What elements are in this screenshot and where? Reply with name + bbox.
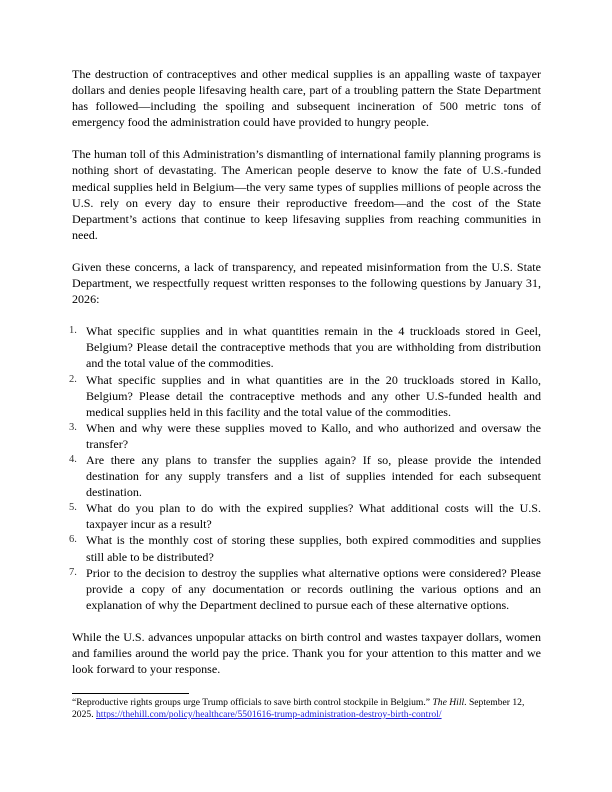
question-item: [69, 452, 541, 500]
footnote-link[interactable]: https://thehill.com/policy/healthcare/5501616-trump-administration-destroy-birth-control/: [96, 709, 442, 720]
question-text: When and why were these supplies moved to Kallo, and who authorized and oversaw the transfer?: [86, 420, 541, 451]
question-number: 4.: [69, 453, 77, 465]
footnote: [72, 697, 541, 721]
question-item: [69, 532, 541, 564]
paragraph-request: Given these concerns, a lack of transparency, and repeated misinformation from the U.S. State Department, we respectfully request written responses to the following questions by January 31, 2026:: [72, 259, 541, 307]
question-text: Prior to the decision to destroy the supplies what alternative options were considered? Please provide a copy of any documentation or records outlining the various options and an explanation of why the Department declined to pursue each of these alternative options.: [86, 565, 541, 612]
question-item: [69, 565, 541, 613]
footnote-quote: “Reproductive rights groups urge Trump officials to save birth control stockpile in Belgium.”: [72, 697, 431, 708]
question-number: 3.: [69, 421, 77, 433]
question-number: 1.: [69, 325, 77, 337]
question-text: What do you plan to do with the expired supplies? What additional costs will the U.S. taxpayer incur as a result?: [86, 501, 541, 532]
question-number: 7.: [69, 566, 77, 578]
question-number: 6.: [69, 534, 77, 546]
footnote-separator: [72, 693, 189, 694]
paragraph-destruction: The destruction of contraceptives and other medical supplies is an appalling waste of taxpayer dollars and denies people lifesaving health care, part of a troubling pattern the State Department has followed—including the spoiling and subsequent incineration of 500 metric tons of emergency food the administration could have provided to hungry people.: [72, 67, 541, 130]
question-number: 5.: [69, 502, 77, 514]
questions-list: [69, 323, 541, 613]
paragraph-human-toll: The human toll of this Administration’s dismantling of international family planning programs is nothing short of devastating. The American people deserve to know the fate of U.S.-funded medical supplies held in Belgium—the very same types of supplies millions of people across the U.S. rely on every day to ensure their reproductive freedom—and the cost of the State Department’s actions that continue to keep lifesaving supplies from reaching communities in need.: [72, 147, 541, 242]
question-number: 2.: [69, 373, 77, 385]
question-text: What specific supplies and in what quantities remain in the 4 truckloads stored in Geel, Belgium? Please detail the contraceptive methods that you are withholding from distribution and the total value of the commodities.: [86, 324, 541, 371]
question-item: [69, 372, 541, 420]
question-item: [69, 500, 541, 532]
question-text: Are there any plans to transfer the supplies again? If so, please provide the intended destination for any supply transfers and a list of supplies intended for each subsequent destination.: [86, 452, 541, 500]
question-item: [69, 323, 541, 371]
footnote-publication: The Hill: [432, 697, 465, 708]
letter-body: [69, 66, 541, 677]
question-item: [69, 420, 541, 452]
question-text: What is the monthly cost of storing these supplies, both expired commodities and supplies still able to be distributed?: [86, 533, 541, 564]
footnote-date: . September 12, 2025.: [72, 697, 525, 720]
paragraph-closing: While the U.S. advances unpopular attacks on birth control and wastes taxpayer dollars, women and families around the world pay the price. Thank you for your attention to this matter and we look forward to your response.: [72, 629, 541, 677]
question-text: What specific supplies and in what quantities are in the 20 truckloads stored in Kallo, Belgium? Please detail the contraceptive methods and any other U.S-funded health and medical supplies held in this facility and the total value of the commodities.: [86, 372, 541, 419]
